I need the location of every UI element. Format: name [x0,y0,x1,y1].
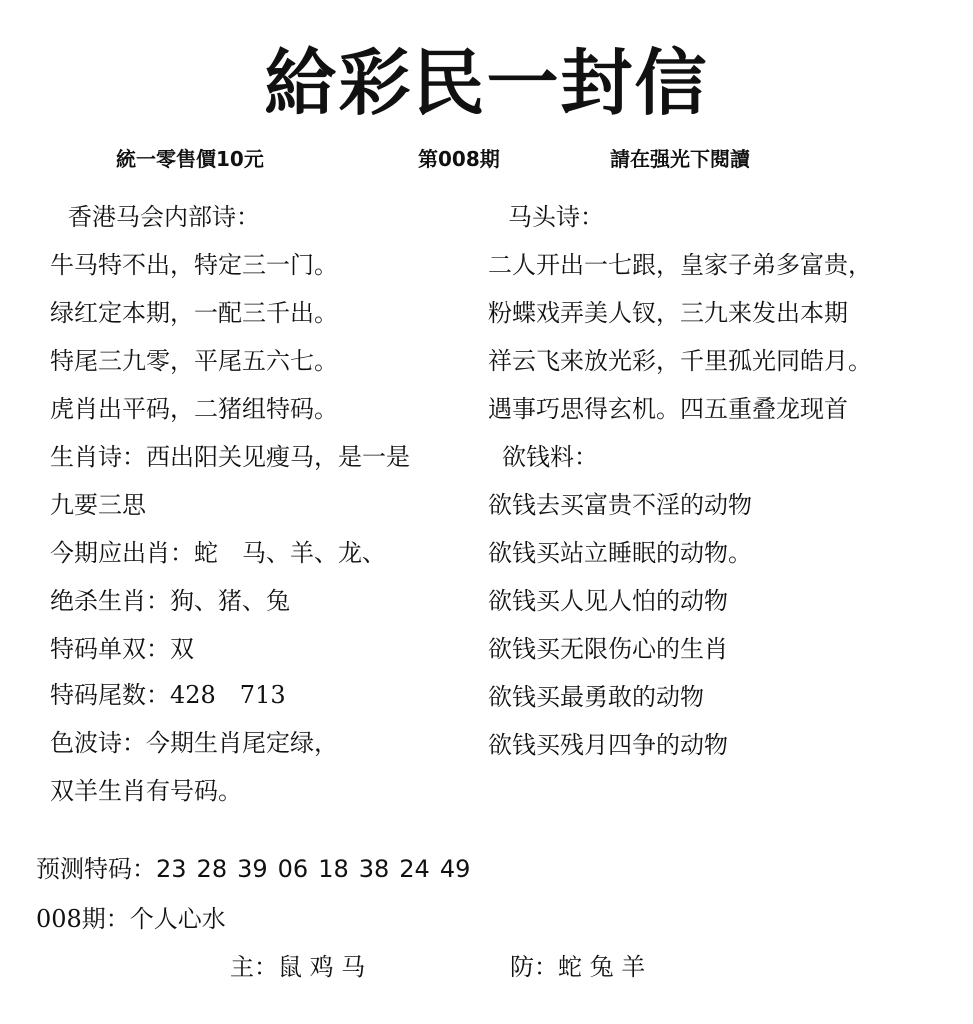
riddle-line: 欲钱去买富贵不淫的动物 [488,491,752,519]
predict-number: 38 [358,855,390,883]
horse-poem-line: 祥云飞来放光彩，千里孤光同皓月。 [488,347,872,375]
riddle-line: 欲钱买站立睡眠的动物。 [488,539,752,567]
hkjc-poem-line: 虎肖出平码，二猪组特码。 [50,395,338,423]
guard-picks [510,950,645,984]
horse-poem-line: 遇事巧思得玄机。四五重叠龙现首 [488,395,848,423]
main-values: 鼠 鸡 马 [278,953,366,981]
page-title: 給彩民一封信 [264,41,709,125]
guard-values: 蛇 兔 羊 [558,953,646,981]
predict-number: 23 [156,855,187,883]
main-picks [230,950,365,984]
kill-zodiac: 绝杀生肖：狗、猪、兔 [50,587,290,615]
this-issue-zodiac: 今期应出肖：蛇 马、羊、龙、 [50,539,386,567]
hkjc-poem-line: 绿红定本期，一配三千出。 [50,299,338,327]
price-label: 統一零售價10元 [116,147,264,171]
hkjc-poem-heading: 香港马会内部诗： [68,203,260,231]
riddle-line: 欲钱买残月四争的动物 [488,731,728,759]
predict-number: 49 [439,855,471,883]
predict-number: 39 [237,855,268,883]
riddle-heading: 欲钱料： [502,443,598,471]
reading-notice: 請在强光下閱讀 [610,147,750,171]
hkjc-poem-line: 牛马特不出，特定三一门。 [50,251,338,279]
zodiac-poem-line: 生肖诗：西出阳关见瘦马，是一是 [50,443,410,471]
hkjc-poem-line: 特尾三九零，平尾五六七。 [50,347,338,375]
issue-label: 第008期 [418,147,500,171]
riddle-line: 欲钱买最勇敢的动物 [488,683,704,711]
predict-label: 预测特码： [36,855,156,883]
predict-line [36,852,470,886]
color-poem-line: 色波诗：今期生肖尾定绿， [50,729,338,757]
predict-number: 06 [277,855,309,883]
color-poem-line: 双羊生肖有号码。 [50,777,242,805]
predict-number: 28 [196,855,228,883]
horse-poem-heading: 马头诗： [508,203,604,231]
tail-numbers: 特码尾数：428 713 [50,681,286,709]
main-label: 主： [230,953,278,981]
horse-poem-line: 二人开出一七跟，皇家子弟多富贵， [488,251,872,279]
horse-poem-line: 粉蝶戏弄美人钗，三九来发出本期 [488,299,848,327]
predict-number: 24 [399,855,430,883]
predict-number: 18 [318,855,349,883]
zodiac-poem-line: 九要三思 [50,491,146,519]
guard-label: 防： [510,953,558,981]
issue-tip: 008期：个人心水 [36,905,226,933]
riddle-line: 欲钱买人见人怕的动物 [488,587,728,615]
odd-even: 特码单双：双 [50,635,194,663]
riddle-line: 欲钱买无限伤心的生肖 [488,635,728,663]
